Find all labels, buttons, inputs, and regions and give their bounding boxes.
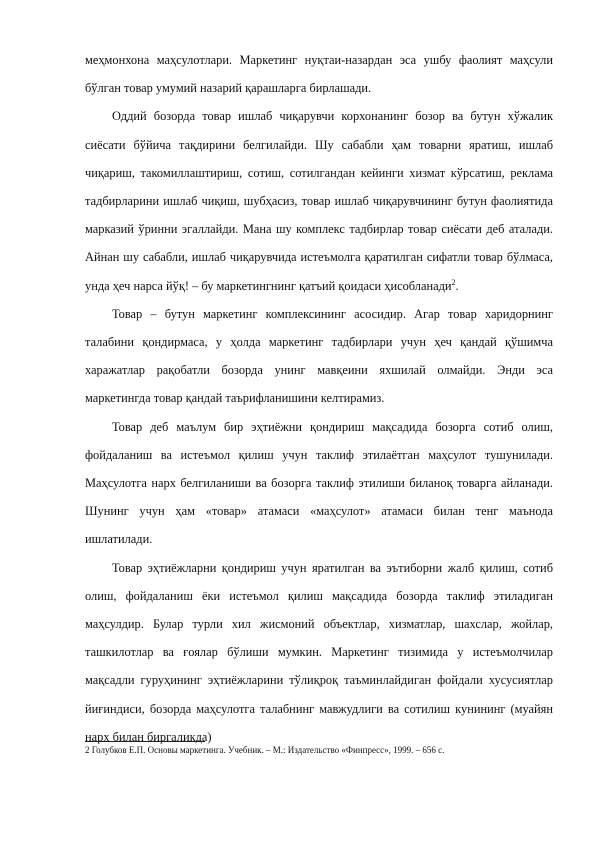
footnote-separator xyxy=(85,741,205,742)
document-body xyxy=(85,46,553,751)
paragraph-3: Товар – бутун маркетинг комплексининг асосидир. Агар товар харидорнинг талабини қондирмаса, у ҳолда маркетинг тадбирлари учун ҳеч қандай қўшимча харажатлар рақобатли бозорда унинг мавқеини яхшилай олмайди. Энди эса маркетингда товар қандай таърифланишини келтирамиз. xyxy=(85,306,553,406)
paragraph-2 xyxy=(85,102,553,299)
paragraph-2-text: Оддий бозорда товар ишлаб чиқарувчи корхонанинг бозор ва бутун хўжалик сиёсати бўйича тақдирини белгилайди. Шу сабабли ҳам товарни яратиш, ишлаб чиқариш, такомиллаштириш, сотиш, сотилгандан кейинги хизмат кўрсатиш, реклама тадбирларини ишлаб чиқиш, шубҳасиз, товар ишлаб чиқарувчининг бутун фаолиятида марказий ўринни эгаллайди. Мана шу комплекс тадбирлар товар сиёсати деб аталади. Айнан шу сабабли, ишлаб чиқарувчида истеъмолга қаратилган сифатли товар бўлмаса, унда ҳеч нарса йўқ! – бу маркетингнинг қатъий қоидаси ҳисобланади xyxy=(85,109,553,293)
paragraph-2-tail: . xyxy=(455,278,459,293)
paragraph-1: меҳмонхона маҳсулотлари. Маркетинг нуқтаи-назардан эса ушбу фаолият маҳсули бўлган товар умумий назарий қарашларга бирлашади. xyxy=(85,53,553,96)
paragraph-4: Товар деб маълум бир эҳтиёжни қондириш мақсадида бозорга сотиб олиш, фойдаланиш ва истеъмол қилиш учун таклиф этилаётган маҳсулот тушунилади. Маҳсулотга нарх белгиланиши ва бозорга таклиф этилиши биланоқ товарга айланади. Шунинг учун ҳам «товар» атамаси «маҳсулот» атамаси билан тенг маънода ишлатилади. xyxy=(85,419,553,547)
footnote-reference[interactable]: 2 xyxy=(451,277,456,287)
paragraph-5: Товар эҳтиёжларни қондириш учун яратилган ва эътиборни жалб қилиш, сотиб олиш, фойдаланиш ёки истеъмол қилиш мақсадида бозорда таклиф этиладиган маҳсулдир. Булар турли хил жисмоний объектлар, хизматлар, шахслар, жойлар, ташкилотлар ва ғоялар бўлиши мумкин. Маркетинг тизимида у истеъмолчилар мақсадли гуруҳининг эҳтиёжларини тўлиқроқ таъминлайдиган фойдали хусусиятлар йиғиндиси, бозорда маҳсулотга талабнинг мавжудлиги ва сотилиш кунининг (муайян нарх билан биргаликда) xyxy=(85,560,553,744)
footnote: 2 Голубков Е.П. Основы маркетинга. Учебник. – М.: Издательство «Финпресс», 1999. – 656 с. xyxy=(85,745,445,755)
